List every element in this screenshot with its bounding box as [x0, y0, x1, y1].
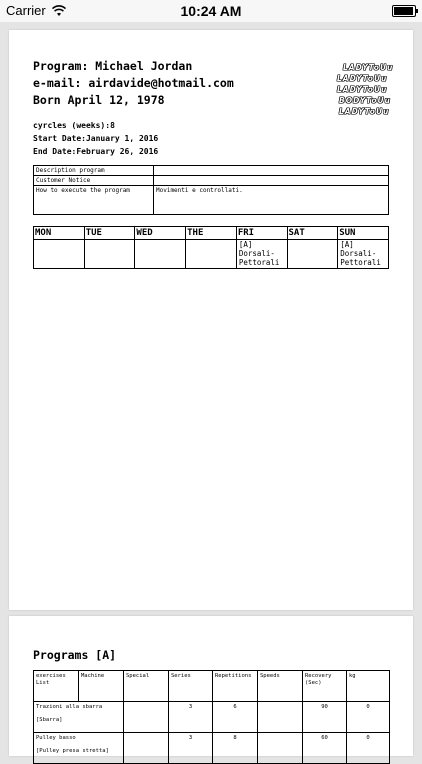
email-line: e-mail: airdavide@hotmail.com [33, 76, 234, 90]
day-header-sat: SAT [287, 227, 338, 240]
exercise-detail: [Sbarra] [36, 717, 63, 723]
table-row [34, 240, 389, 269]
day-cell [34, 240, 85, 269]
programs-title: Programs [A] [33, 648, 117, 662]
table-cell: 0 [347, 702, 390, 733]
document-page-1[interactable] [9, 30, 413, 610]
logo-line: LADYToUu [343, 63, 394, 72]
end-date-line: End Date:February 26, 2016 [33, 147, 159, 156]
table-row [34, 227, 389, 240]
column-header: Repetitions [213, 671, 258, 702]
table-row [34, 671, 390, 702]
exercise-cell [34, 702, 124, 733]
table-cell: How to execute the program [34, 186, 154, 215]
table-cell: 60 [303, 733, 347, 764]
table-row [34, 176, 389, 186]
column-header: kg [347, 671, 390, 702]
table-cell: Description program [34, 166, 154, 176]
exercise-cell [34, 733, 124, 764]
table-cell: 90 [303, 702, 347, 733]
column-header: Speeds [258, 671, 303, 702]
table-cell: 8 [213, 733, 258, 764]
day-cell: [A] Dorsali- Pettorali [338, 240, 389, 269]
table-cell: Customer Notice [34, 176, 154, 186]
weekly-schedule-table [33, 226, 389, 269]
exercise-detail: [Pulley presa stretta] [36, 748, 109, 754]
table-row [34, 702, 390, 733]
table-cell: 3 [169, 733, 213, 764]
logo-line: BODYToUu [339, 96, 391, 105]
table-cell: 0 [347, 733, 390, 764]
description-table [33, 165, 389, 215]
table-cell [124, 733, 169, 764]
logo-line: LADYToUu [337, 74, 388, 83]
day-cell [186, 240, 237, 269]
day-header-fri: FRI [236, 227, 287, 240]
brand-logo [337, 62, 393, 117]
table-cell [154, 176, 389, 186]
day-header-wed: WED [135, 227, 186, 240]
day-header-tue: TUE [84, 227, 135, 240]
logo-line: LADYToUu [337, 85, 388, 94]
carrier-label: Carrier [6, 3, 46, 18]
clock: 10:24 AM [180, 3, 242, 19]
day-cell [135, 240, 186, 269]
table-cell [258, 702, 303, 733]
table-cell: 3 [169, 702, 213, 733]
exercise-name: Pulley basso [36, 735, 76, 741]
column-header: exercises List [34, 671, 79, 702]
document-page-2[interactable] [9, 616, 413, 756]
program-title: Program: Michael Jordan [33, 59, 193, 73]
start-date-line: Start Date:January 1, 2016 [33, 134, 159, 143]
table-cell: 6 [213, 702, 258, 733]
table-cell [154, 166, 389, 176]
day-cell [84, 240, 135, 269]
table-cell: Movimenti e controllati. [154, 186, 389, 215]
column-header: Series [169, 671, 213, 702]
table-row [34, 186, 389, 215]
day-header-mon: MON [34, 227, 85, 240]
column-header: Special [124, 671, 169, 702]
born-line: Born April 12, 1978 [33, 93, 165, 107]
day-cell: [A] Dorsali- Pettorali [236, 240, 287, 269]
battery-icon [392, 5, 416, 17]
column-header: Machine [79, 671, 124, 702]
day-header-thu: THE [186, 227, 237, 240]
table-cell [124, 702, 169, 733]
cycles-line: cyrcles (weeks):8 [33, 121, 115, 130]
status-bar [0, 0, 422, 22]
logo-line: LADYToUu [339, 107, 390, 116]
table-row [34, 733, 390, 764]
table-row [34, 166, 389, 176]
day-header-sun: SUN [338, 227, 389, 240]
column-header: Recovery (Sec) [303, 671, 347, 702]
exercise-name: Trazioni alla sbarra [36, 704, 103, 710]
table-cell [258, 733, 303, 764]
day-cell [287, 240, 338, 269]
